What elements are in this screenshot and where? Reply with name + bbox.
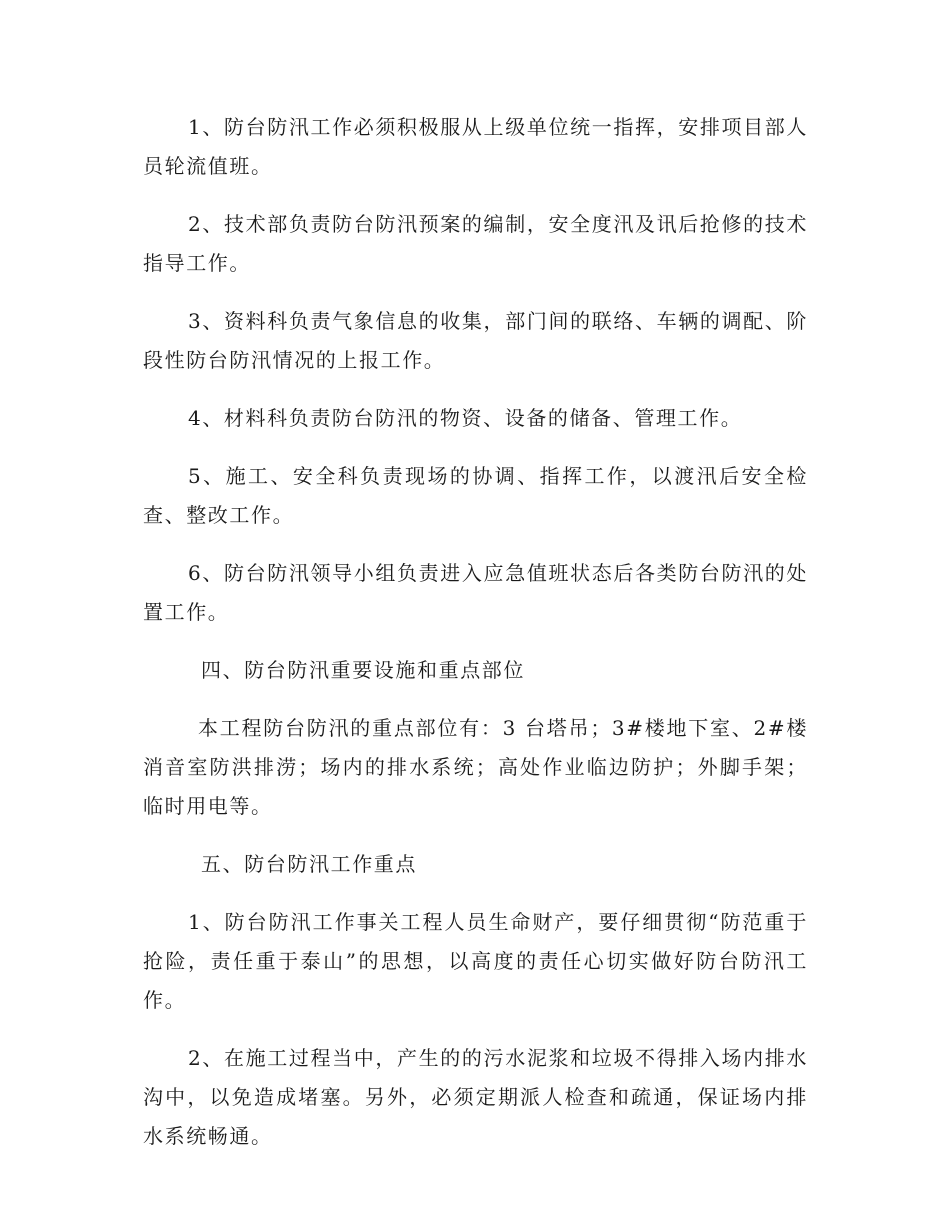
paragraph-data-section: 3、资料科负责气象信息的收集，部门间的联络、车辆的调配、阶段性防台防汛情况的上报工作。	[143, 309, 808, 372]
paragraph-key-locations: 本工程防台防汛的重点部位有：3 台塔吊；3#楼地下室、2#楼消音室防洪排涝；场内的排水系统；高处作业临边防护；外脚手架；临时用电等。	[143, 716, 808, 818]
paragraph-materials-section: 4、材料科负责防台防汛的物资、设备的储备、管理工作。	[188, 406, 743, 430]
section-heading-key-facilities: 四、防台防汛重要设施和重点部位	[201, 658, 525, 682]
section-heading-work-focus: 五、防台防汛工作重点	[201, 852, 417, 876]
paragraph-duty-rotation: 1、防台防汛工作必须积极服从上级单位统一指挥，安排项目部人员轮流值班。	[143, 115, 808, 178]
paragraph-leadership-group: 6、防台防汛领导小组负责进入应急值班状态后各类防台防汛的处置工作。	[143, 561, 808, 624]
paragraph-safety-priority: 1、防台防汛工作事关工程人员生命财产，要仔细贯彻“防范重于抢险，责任重于泰山”的思想，以高度的责任心切实做好防台防汛工作。	[143, 910, 808, 1012]
paragraph-construction-safety: 5、施工、安全科负责现场的协调、指挥工作，以渡汛后安全检查、整改工作。	[143, 464, 808, 527]
document-body	[143, 108, 808, 1175]
paragraph-technical-department: 2、技术部负责防台防汛预案的编制，安全度汛及讯后抢修的技术指导工作。	[143, 212, 808, 275]
paragraph-drainage: 2、在施工过程当中，产生的的污水泥浆和垃圾不得排入场内排水沟中，以免造成堵塞。另外，必须定期派人检查和疏通，保证场内排水系统畅通。	[143, 1046, 808, 1148]
